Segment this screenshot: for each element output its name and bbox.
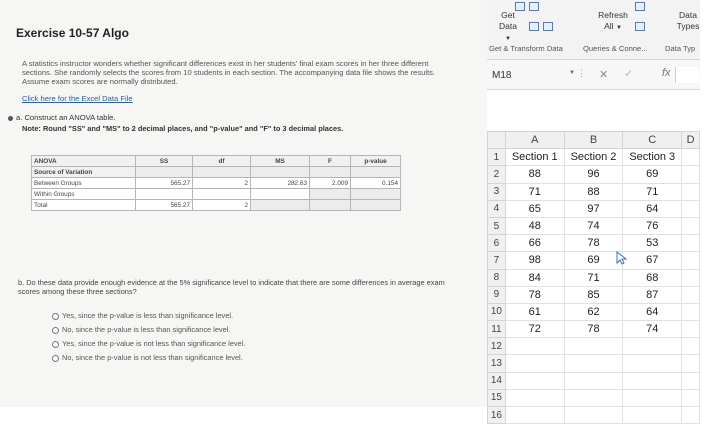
anova-header-cell: p-value (351, 156, 401, 167)
option-2[interactable] (52, 325, 230, 334)
grid-cell[interactable] (682, 183, 700, 200)
grid-cell[interactable]: 78 (505, 286, 564, 303)
mouse-pointer-icon (615, 251, 629, 265)
table-row (488, 269, 700, 286)
grid-cell[interactable]: 87 (623, 286, 682, 303)
anova-header-row (32, 156, 401, 167)
get-data-label: Get (501, 10, 515, 20)
grid-cell[interactable]: 78 (564, 321, 623, 338)
row-header[interactable]: 7 (488, 252, 506, 269)
anova-df-input[interactable]: 2 (193, 178, 251, 189)
anova-cell (351, 200, 401, 211)
row-header[interactable]: 16 (488, 407, 506, 424)
grid-cell[interactable]: Section 1 (505, 149, 564, 166)
select-all-corner[interactable] (488, 132, 506, 149)
part-b-question: b. Do these data provide enough evidence at the 5% significance level to indicate that there are some differences in average exam scores among these three sections? (18, 278, 445, 296)
grid-cell[interactable] (682, 269, 700, 286)
table-icon (529, 22, 539, 31)
grid-cell[interactable] (682, 149, 700, 166)
formula-bar (487, 60, 700, 90)
anova-cell (310, 189, 351, 200)
grid-cell[interactable] (682, 166, 700, 183)
anova-header-cell: df (193, 156, 251, 167)
anova-cell (351, 189, 401, 200)
table-row (488, 183, 700, 200)
grid-cell[interactable] (564, 407, 623, 424)
anova-table (31, 155, 401, 211)
grid-cell[interactable] (623, 355, 682, 372)
anova-ms-input[interactable] (251, 189, 310, 200)
anova-df-input[interactable] (193, 189, 251, 200)
grid-cell[interactable] (682, 389, 700, 406)
fx-icon[interactable]: fx (662, 67, 671, 79)
anova-header-cell: SS (136, 156, 193, 167)
anova-header-cell: MS (251, 156, 310, 167)
radio-icon[interactable] (52, 313, 59, 320)
excel-data-link[interactable]: Click here for the Excel Data File (22, 94, 133, 103)
anova-subheader-row (32, 167, 401, 178)
grid-cell[interactable]: 67 (623, 252, 682, 269)
grid-cell[interactable]: 68 (623, 269, 682, 286)
grid-cell[interactable] (623, 372, 682, 389)
bullet-icon (8, 116, 13, 121)
grid-cell[interactable]: 88 (564, 183, 623, 200)
table-row (488, 286, 700, 303)
option-label: No, since the p-value is not less than significance level. (62, 353, 243, 362)
table-row (488, 200, 700, 217)
excel-ribbon (487, 0, 700, 60)
grid-cell[interactable]: 84 (505, 269, 564, 286)
table-row (488, 338, 700, 355)
grid-cell[interactable] (682, 303, 700, 320)
anova-f-input[interactable]: 2.009 (310, 178, 351, 189)
anova-ss-input[interactable]: 565.27 (136, 200, 193, 211)
grid-cell[interactable]: Section 2 (564, 149, 623, 166)
anova-source-cell: Between Groups (32, 178, 136, 189)
grid-cell[interactable] (564, 372, 623, 389)
row-header[interactable]: 1 (488, 149, 506, 166)
grid-cell[interactable]: 72 (505, 321, 564, 338)
anova-header-cell: F (310, 156, 351, 167)
option-1[interactable] (52, 311, 233, 320)
part-a-label (8, 113, 115, 122)
anova-ss-input[interactable]: 565.27 (136, 178, 193, 189)
exercise-title: Exercise 10-57 Algo (16, 26, 129, 40)
table-row (488, 303, 700, 320)
anova-row-between (32, 178, 401, 189)
excel-panel (487, 0, 700, 421)
grid-cell[interactable] (682, 286, 700, 303)
column-header[interactable]: A (505, 132, 564, 149)
confirm-icon[interactable]: ✓ (624, 68, 634, 80)
anova-p-input[interactable]: 0.154 (351, 178, 401, 189)
grid-cell[interactable]: 88 (505, 166, 564, 183)
option-label: Yes, since the p-value is not less than significance level. (62, 339, 246, 348)
option-label: No, since the p-value is less than significance level. (62, 325, 231, 334)
grid-cell[interactable]: 62 (564, 303, 623, 320)
grid-cell[interactable] (564, 338, 623, 355)
option-4[interactable] (52, 353, 243, 362)
column-header[interactable]: B (564, 132, 623, 149)
grid-cell[interactable]: 96 (564, 166, 623, 183)
grid-cell[interactable]: 98 (505, 252, 564, 269)
grid-cell[interactable]: 85 (564, 286, 623, 303)
row-header[interactable]: 4 (488, 200, 506, 217)
table-row (488, 407, 700, 424)
anova-header-cell: ANOVA (32, 156, 136, 167)
anova-cell (136, 167, 193, 178)
radio-icon[interactable] (52, 355, 59, 362)
table-row (488, 321, 700, 338)
row-header[interactable]: 9 (488, 286, 506, 303)
grid-cell[interactable] (682, 235, 700, 252)
grid-cell[interactable]: 71 (564, 269, 623, 286)
group-get-transform: Get & Transform Data (489, 44, 563, 53)
grid-cell[interactable] (623, 338, 682, 355)
grid-cell[interactable]: 74 (623, 321, 682, 338)
column-header[interactable]: C (623, 132, 682, 149)
grid-cell[interactable]: 69 (564, 252, 623, 269)
chevron-down-icon: ▼ (615, 25, 622, 31)
grid-cell[interactable] (682, 252, 700, 269)
grid-cell[interactable] (505, 338, 564, 355)
grid-cell[interactable]: 71 (623, 183, 682, 200)
grid-cell[interactable] (623, 407, 682, 424)
radio-icon[interactable] (52, 341, 59, 348)
grid-cell[interactable] (682, 355, 700, 372)
grid-cell[interactable] (682, 200, 700, 217)
grid-cell[interactable] (682, 338, 700, 355)
data-types-label: Data (679, 10, 697, 20)
formula-input[interactable] (675, 67, 699, 83)
get-data-button[interactable] (495, 10, 521, 45)
row-header[interactable]: 13 (488, 355, 506, 372)
grid-cell[interactable]: 66 (505, 235, 564, 252)
grid-cell[interactable] (505, 389, 564, 406)
document-icon (543, 22, 553, 31)
radio-icon[interactable] (52, 327, 59, 334)
anova-row-total (32, 200, 401, 211)
spreadsheet-grid (487, 131, 700, 424)
grid-cell[interactable]: 69 (623, 166, 682, 183)
table-row (488, 252, 700, 269)
grid-cell[interactable]: 71 (505, 183, 564, 200)
row-header[interactable]: 15 (488, 389, 506, 406)
refresh-label-2: All ▼ (604, 21, 622, 31)
anova-source-cell: Total (32, 200, 136, 211)
table-row (488, 355, 700, 372)
table-row (488, 166, 700, 183)
option-3[interactable] (52, 339, 245, 348)
chevron-down-icon[interactable]: ▼ (569, 70, 575, 76)
ribbon-gap (487, 91, 700, 131)
table-row (488, 389, 700, 406)
grid-cell[interactable] (682, 217, 700, 234)
grid-cell[interactable]: 64 (623, 200, 682, 217)
row-header[interactable]: 6 (488, 235, 506, 252)
grid-cell[interactable] (505, 407, 564, 424)
anova-cell (310, 200, 351, 211)
row-header[interactable]: 14 (488, 372, 506, 389)
data-types-button[interactable] (673, 10, 703, 32)
column-header[interactable]: D (682, 132, 700, 149)
anova-row-within (32, 189, 401, 200)
data-types-label-2: Types (676, 21, 700, 31)
get-data-label-2: Data ▼ (499, 21, 517, 42)
chevron-down-icon: ▼ (505, 36, 511, 42)
row-header[interactable]: 11 (488, 321, 506, 338)
column-header-row (488, 132, 700, 149)
option-label: Yes, since the p-value is less than significance level. (62, 311, 234, 320)
table-row (488, 235, 700, 252)
grid-cell[interactable] (564, 355, 623, 372)
problem-intro: A statistics instructor wonders whether significant differences exist in her students' final exam scores in her three different sections. She randomly selects the scores from 10 students in each section. The accompanying data file shows the results. Assume exam scores are normally distributed. (22, 59, 436, 86)
database-icon (529, 2, 539, 11)
table-row (488, 217, 700, 234)
group-queries: Queries & Conne... (583, 44, 648, 53)
more-icon: ⋮ (577, 68, 586, 78)
group-data-types: Data Typ (665, 44, 696, 53)
grid-cell[interactable] (682, 321, 700, 338)
grid-cell[interactable]: 48 (505, 217, 564, 234)
anova-cell (251, 200, 310, 211)
row-header[interactable]: 8 (488, 269, 506, 286)
refresh-all-button[interactable] (593, 10, 633, 34)
anova-ms-input[interactable]: 282.63 (251, 178, 310, 189)
grid-cell[interactable] (564, 389, 623, 406)
anova-ss-input[interactable] (136, 189, 193, 200)
grid-cell[interactable] (505, 372, 564, 389)
cancel-icon[interactable]: ✕ (599, 69, 609, 81)
grid-cell[interactable]: 64 (623, 303, 682, 320)
name-box[interactable]: M18 (489, 67, 565, 85)
anova-cell (310, 167, 351, 178)
row-header[interactable]: 10 (488, 303, 506, 320)
anova-cell (193, 167, 251, 178)
grid-cell[interactable]: 97 (564, 200, 623, 217)
grid-cell[interactable] (682, 407, 700, 424)
anova-cell (351, 167, 401, 178)
anova-cell (251, 167, 310, 178)
grid-cell[interactable]: 65 (505, 200, 564, 217)
grid-cell[interactable]: 74 (564, 217, 623, 234)
part-a-text: a. Construct an ANOVA table. (16, 113, 116, 122)
grid-cell[interactable]: 61 (505, 303, 564, 320)
part-a-note: Note: Round "SS" and "MS" to 2 decimal places, and "p-value" and "F" to 3 decimal places. (22, 124, 344, 133)
grid-cell[interactable] (623, 389, 682, 406)
table-row (488, 372, 700, 389)
grid-cell[interactable] (505, 355, 564, 372)
grid-cell[interactable]: 76 (623, 217, 682, 234)
edit-links-icon[interactable] (635, 22, 645, 31)
anova-df-input[interactable]: 2 (193, 200, 251, 211)
table-row (488, 149, 700, 166)
row-header[interactable]: 5 (488, 217, 506, 234)
refresh-label: Refresh (598, 10, 628, 20)
grid-cell[interactable] (682, 372, 700, 389)
grid-cell[interactable]: 53 (623, 235, 682, 252)
anova-source-header: Source of Variation (32, 167, 136, 178)
grid-cell[interactable]: Section 3 (623, 149, 682, 166)
anova-source-cell: Within Groups (32, 189, 136, 200)
row-header[interactable]: 3 (488, 183, 506, 200)
row-header[interactable]: 12 (488, 338, 506, 355)
properties-icon[interactable] (635, 2, 645, 11)
row-header[interactable]: 2 (488, 166, 506, 183)
grid-cell[interactable]: 78 (564, 235, 623, 252)
